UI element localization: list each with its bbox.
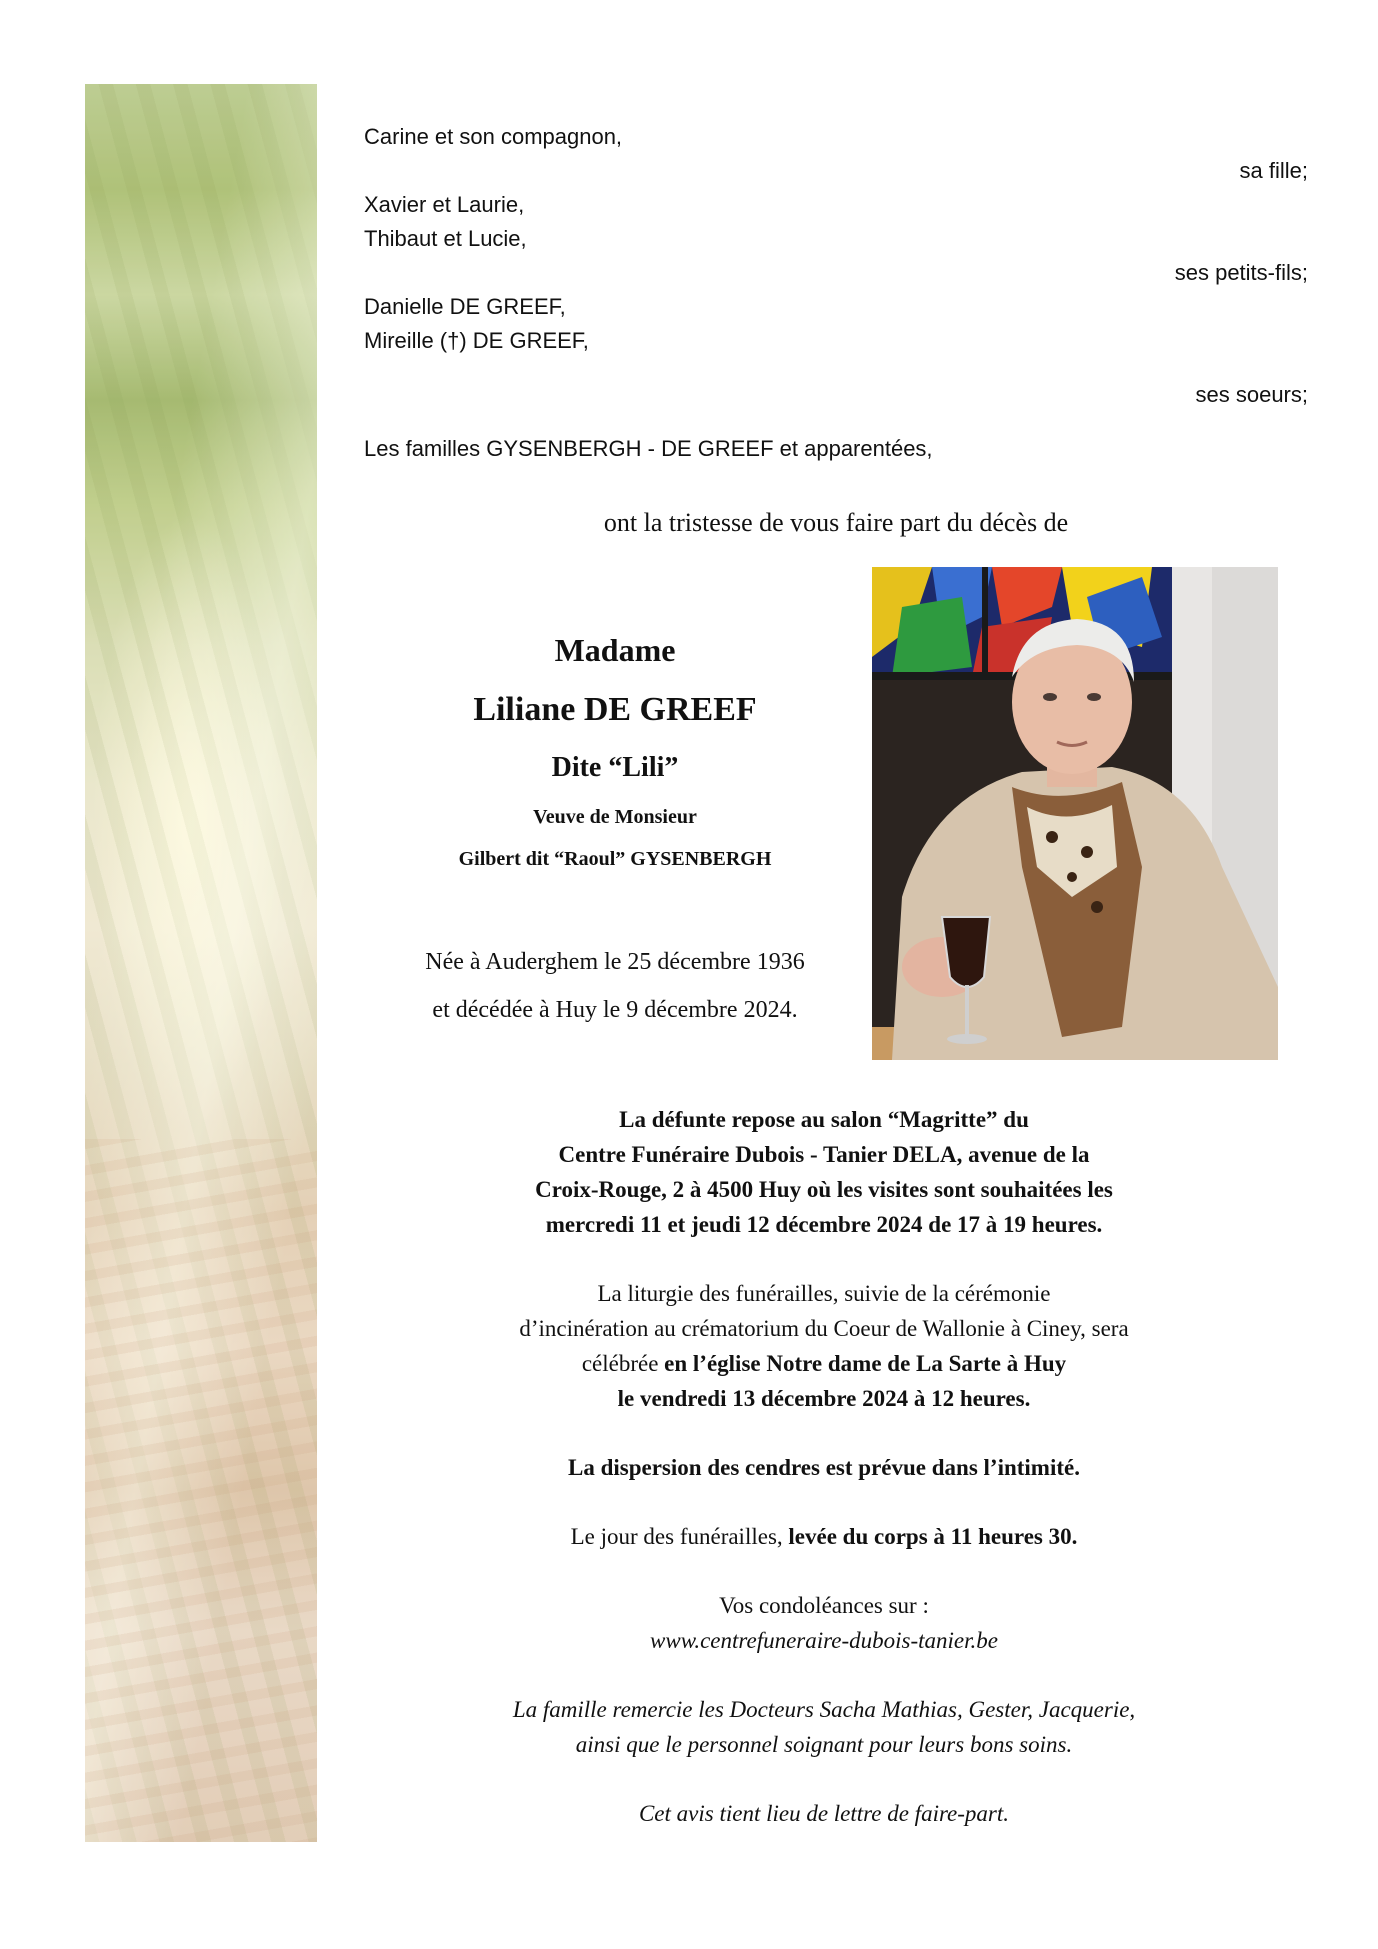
widow-of-label: Veuve de Monsieur: [533, 806, 697, 828]
family-role: sa fille;: [1239, 158, 1308, 183]
family-line: Thibaut et Lucie,: [364, 226, 527, 251]
ceremony-line: La liturgie des funérailles, suivie de la cérémonie: [597, 1281, 1051, 1306]
visitation-line: mercredi 11 et jeudi 12 décembre 2024 de 17 à 19 heures.: [545, 1212, 1103, 1237]
birth-death-dates: [364, 938, 866, 1034]
visitation-line: Croix-Rouge, 2 à 4500 Huy où les visites sont souhaitées les: [535, 1177, 1113, 1202]
visitation-line: La défunte repose au salon “Magritte” du: [619, 1107, 1029, 1132]
announcement-text: ont la tristesse de vous faire part du décès de: [603, 508, 1069, 537]
church-name: en l’église Notre dame de La Sarte à Huy: [664, 1351, 1067, 1376]
deceased-nickname: Dite “Lili”: [551, 752, 679, 783]
ceremony-line: d’incinération au crématorium du Coeur de Wallonie à Ciney, sera: [519, 1316, 1129, 1341]
thanks-line: ainsi que le personnel soignant pour leurs bons soins.: [575, 1732, 1073, 1757]
family-line: Danielle DE GREEF,: [364, 294, 566, 319]
ceremony-line: [364, 1346, 1284, 1381]
notice-line: Cet avis tient lieu de lettre de faire-part.: [638, 1801, 1010, 1826]
condolences-link[interactable]: www.centrefuneraire-dubois-tanier.be: [650, 1628, 998, 1653]
decorative-forest-strip: [85, 84, 317, 1842]
visitation-line: Centre Funéraire Dubois - Tanier DELA, avenue de la: [558, 1142, 1090, 1167]
funeral-details: [364, 1102, 1284, 1831]
deceased-name: Liliane DE GREEF: [473, 691, 757, 728]
spouse-name: Gilbert dit “Raoul” GYSENBERGH: [458, 848, 772, 870]
ashes-note: La dispersion des cendres est prévue dans l’intimité.: [568, 1455, 1080, 1480]
family-line: Mireille (†) DE GREEF,: [364, 328, 589, 353]
ceremony-date: le vendredi 13 décembre 2024 à 12 heures.: [617, 1386, 1031, 1411]
departure-time: levée du corps à 11 heures 30.: [788, 1524, 1078, 1549]
death-date: et décédée à Huy le 9 décembre 2024.: [432, 997, 798, 1023]
departure-line: [364, 1519, 1284, 1554]
ceremony-text: célébrée: [581, 1351, 665, 1376]
family-list: [364, 120, 1308, 466]
deceased-name-block: [364, 620, 866, 880]
condolences-label: Vos condoléances sur :: [719, 1593, 929, 1618]
portrait-photo: [872, 567, 1278, 1060]
family-line: Carine et son compagnon,: [364, 124, 623, 149]
family-role: ses petits-fils;: [1174, 260, 1308, 285]
family-role: ses soeurs;: [1195, 382, 1308, 407]
departure-text: Le jour des funérailles,: [570, 1524, 789, 1549]
family-line: Xavier et Laurie,: [364, 192, 525, 217]
family-line: Les familles GYSENBERGH - DE GREEF et apparentées,: [364, 436, 933, 461]
birth-date: Née à Auderghem le 25 décembre 1936: [425, 949, 805, 975]
deceased-title: Madame: [554, 632, 676, 668]
thanks-line: La famille remercie les Docteurs Sacha Mathias, Gester, Jacquerie,: [512, 1697, 1136, 1722]
